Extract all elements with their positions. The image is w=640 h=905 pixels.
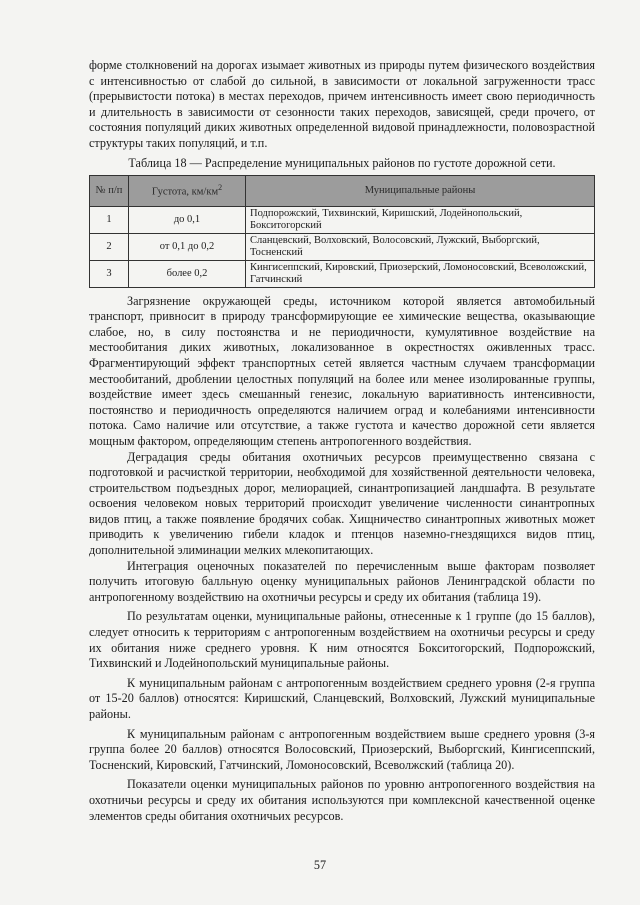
row-districts: Подпорожский, Тихвинский, Киришский, Лодейнопольский, Бокситогорский <box>246 206 595 233</box>
row-num: 1 <box>90 206 129 233</box>
document-page <box>89 58 595 824</box>
paragraph-group-3: К муниципальным районам с антропогенным воздействием выше среднего уровня (3-я группа более 20 баллов) относятся Волосовский, Приозерский, Выборгский, Кингисеппский, Тосненский, Кировский, Гатчинский, Ломоносовский, Всеволжский (таблица 20). <box>89 726 595 772</box>
row-districts: Сланцевский, Волховский, Волосовский, Лужский, Выборгский, Тосненский <box>246 233 595 260</box>
header-density <box>129 175 246 206</box>
page-number: 57 <box>313 858 327 872</box>
table-row <box>90 206 595 233</box>
header-density-sup: 2 <box>218 183 223 193</box>
paragraph-pollution: Загрязнение окружающей среды, источником которой является автомобильный транспорт, привносит в природу трансформирующие ее химические вещества, оказывающие слабое, но, в силу постоянства и не периодичности, кумулятивное воздействие на местообитания диких животных, локализованное в окрестностях оживленных трасс. Фрагментирующий эффект транспортных сетей является частным случаем трансформации местообитаний, дроблении целостных популяций на более или менее изолированные группы, воздействие имеет здесь смешанный генезис, локальную вариативность интенсивности, постоянство и периодичность определяются наличием оград и колебаниями интенсивности потока. Само наличие или отсутствие, а также густота и качество дорожной сети является мощным фактором, определяющим степень антропогенного воздействия. <box>89 293 595 448</box>
paragraph-integration: Интеграция оценочных показателей по перечисленным выше факторам позволяет получить итоговую балльную оценку муниципальных районов Ленинградской области по антропогенному воздействию на охотничьи ресурсы и среду их обитания (таблица 19). <box>89 558 595 604</box>
row-num: 2 <box>90 233 129 260</box>
header-num: № п/п <box>90 175 129 206</box>
row-num: 3 <box>90 260 129 287</box>
row-density: до 0,1 <box>129 206 246 233</box>
paragraph-degradation: Деградация среды обитания охотничьих ресурсов преимущественно связана с подготовкой и расчисткой территории, необходимой для хозяйственной деятельности человека, строительством подъездных дорог, мелиорацией, синантропизацией ландшафта. В результате освоения человеком новых территорий происходит увеличение численности синантропных видов птиц, а также появление бродячих собак. Хищничество синантропных животных может приводить к увеличению гибели кладок и птенцов наземно-гнездящихся видов птиц, дополнительной элиминации мелких млекопитающих. <box>89 449 595 558</box>
paragraph-group-1: По результатам оценки, муниципальные районы, отнесенные к 1 группе (до 15 баллов), следует относить к территориям с антропогенным воздействием на охотничьи ресурсы и среду их обитания ниже среднего уровня. К ним относятся Бокситогорский, Подпорожский, Тихвинский и Лодейнопольский муниципальные районы. <box>89 609 595 671</box>
paragraph-conclusion: Показатели оценки муниципальных районов по уровню антропогенного воздействия на охотничьи ресурсы и среду их обитания используются при комплексной качественной оценке элементов среды обитания охотничьих ресурсов. <box>89 777 595 823</box>
row-density: от 0,1 до 0,2 <box>129 233 246 260</box>
table-header-row <box>90 175 595 206</box>
table-row <box>90 233 595 260</box>
row-districts: Кингисеппский, Кировский, Приозерский, Ломоносовский, Всеволожский, Гатчинский <box>246 260 595 287</box>
paragraph-intro: форме столкновений на дорогах изымает животных из природы путем физического воздействия с интенсивностью от слабой до сильной, в зависимости от локальной загруженности трасс (прерывистости потока) в местах переходов, причем интенсивность имеет свою периодичность и длительность в зависимости от сезонности таких переходов, зависящей, среди прочего, от состояния популяций диких животных определенной видовой принадлежности, половозрастной структуры таких популяций, и т.п. <box>89 58 595 150</box>
row-density: более 0,2 <box>129 260 246 287</box>
header-districts: Муниципальные районы <box>246 175 595 206</box>
header-density-label: Густота, км/км <box>151 186 219 198</box>
table-row <box>90 260 595 287</box>
density-table <box>89 175 595 288</box>
paragraph-group-2: К муниципальным районам с антропогенным воздействием среднего уровня (2-я группа от 15-20 баллов) относятся: Киришский, Сланцевский, Волховский, Лужский муниципальные районы. <box>89 675 595 721</box>
table-caption: Таблица 18 — Распределение муниципальных районов по густоте дорожной сети. <box>128 155 556 170</box>
